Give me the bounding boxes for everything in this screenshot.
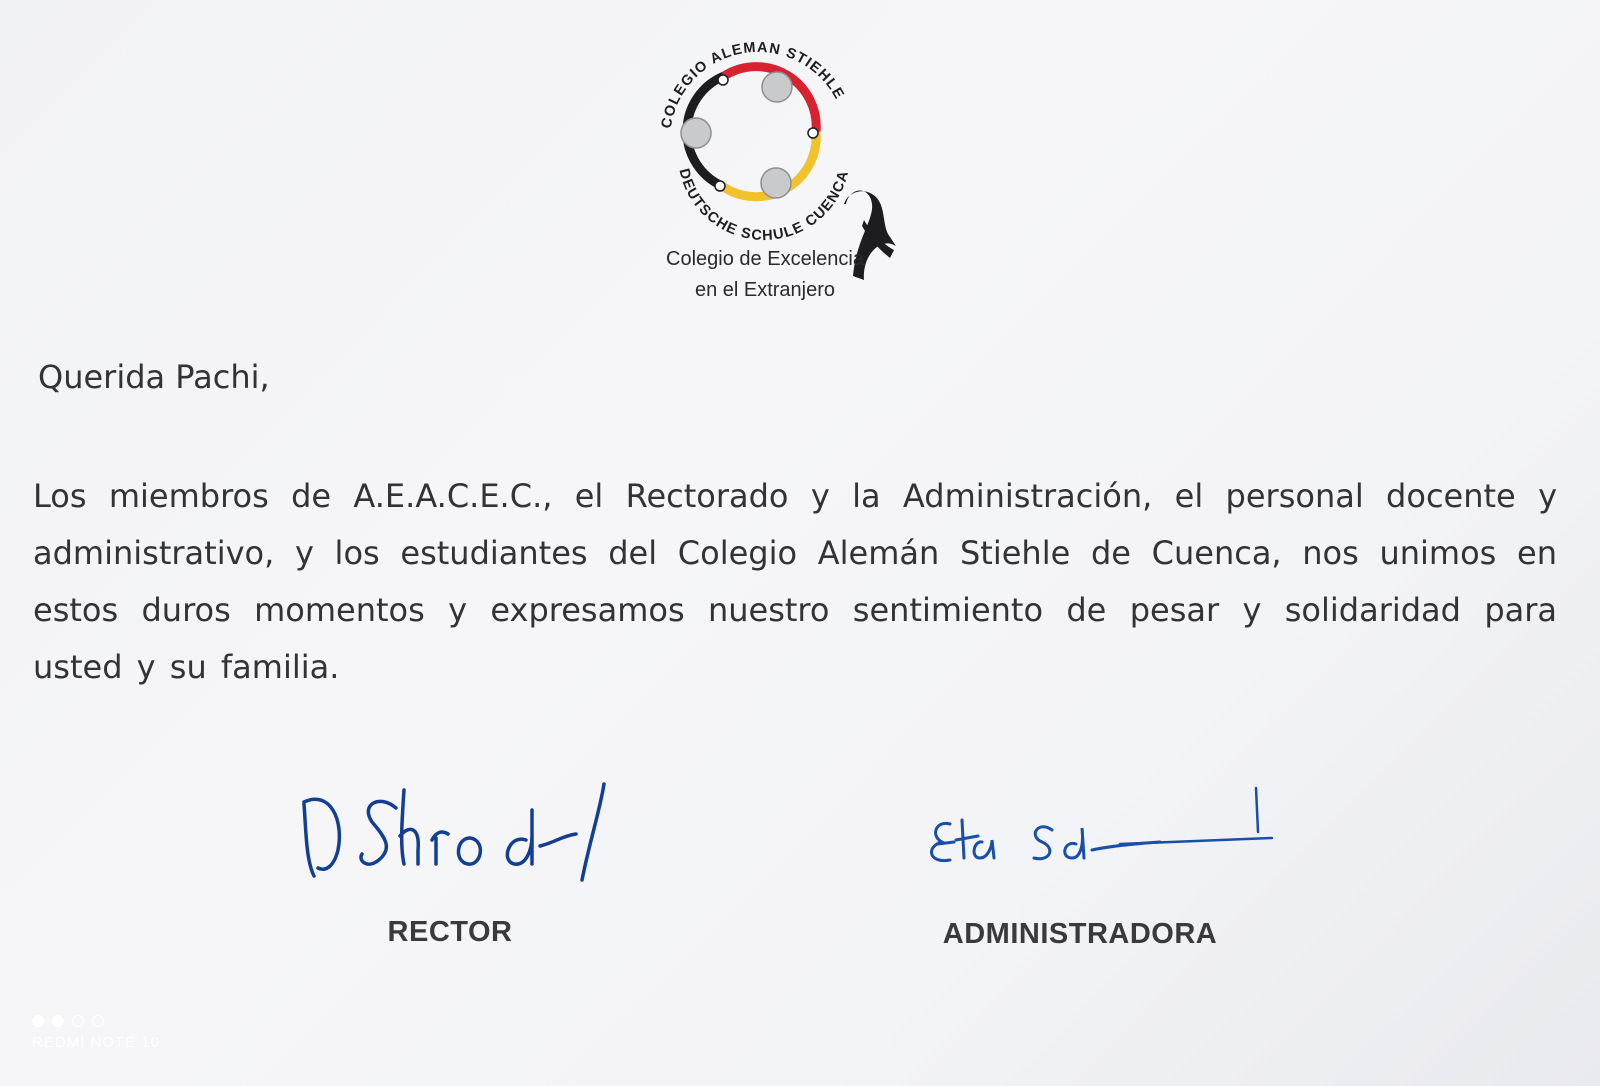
admin-title: ADMINISTRADORA	[942, 918, 1218, 950]
logo-tagline-line2: en el Extranjero	[694, 279, 836, 301]
school-logo	[650, 36, 930, 306]
dot-icon	[92, 1015, 104, 1027]
letter-greeting: Querida Pachi,	[38, 358, 270, 396]
logo-tagline-line1: Colegio de Excelencia	[666, 248, 864, 270]
camera-dots	[32, 1012, 112, 1031]
svg-text:COLEGIO ALEMAN STIEHLE: COLEGIO ALEMAN STIEHLE	[658, 39, 848, 130]
letter-body: Los miembros de A.E.A.C.E.C., el Rectorado y la Administración, el personal docente y administrativo, y los estudiantes del Colegio Alemán Stiehle de Cuenca, nos unimos en estos duros momentos y expresamos nuestro sentimiento de pesar y solidaridad para usted y su familia.	[33, 477, 1557, 686]
admin-signature-block	[920, 780, 1240, 950]
dot-icon	[52, 1015, 64, 1027]
rector-signature-block	[300, 780, 600, 948]
rector-title: RECTOR	[387, 916, 513, 948]
svg-text:DEUTSCHE SCHULE CUENCA: DEUTSCHE SCHULE CUENCA	[675, 167, 853, 245]
dot-icon	[72, 1015, 84, 1027]
camera-watermark: REDMI NOTE 10	[32, 1034, 161, 1051]
admin-signature	[920, 780, 1280, 880]
rector-signature	[300, 780, 620, 890]
dot-icon	[32, 1015, 44, 1027]
